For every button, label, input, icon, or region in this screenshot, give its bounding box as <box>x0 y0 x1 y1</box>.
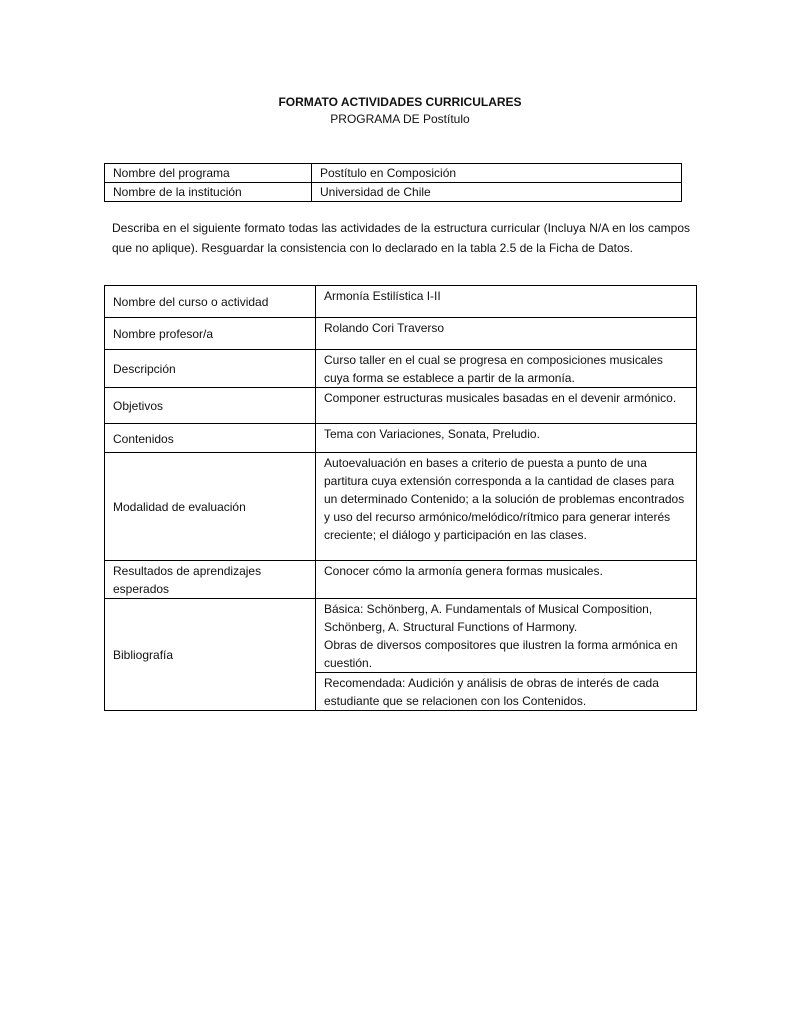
program-info-table <box>104 163 682 202</box>
professor-label: Nombre profesor/a <box>105 318 316 350</box>
contents-value: Tema con Variaciones, Sonata, Preludio. <box>316 424 697 453</box>
table-row <box>105 350 697 388</box>
bibliography-label: Bibliografía <box>105 599 316 711</box>
program-name-label: Nombre del programa <box>105 164 312 183</box>
bibliography-basic <box>316 599 697 673</box>
course-name-value: Armonía Estilística I-II <box>316 286 697 318</box>
contents-label: Contenidos <box>105 424 316 453</box>
bibliography-recommended: Recomendada: Audición y análisis de obras de interés de cada estudiante que se relacionen con los Contenidos. <box>316 673 697 711</box>
table-row <box>105 599 697 673</box>
course-name-label: Nombre del curso o actividad <box>105 286 316 318</box>
table-row <box>105 318 697 350</box>
table-row <box>105 183 682 202</box>
table-row <box>105 286 697 318</box>
description-label: Descripción <box>105 350 316 388</box>
document-subtitle: PROGRAMA DE Postítulo <box>330 112 470 126</box>
table-row <box>105 388 697 424</box>
instructions-paragraph: Describa en el siguiente formato todas las actividades de la estructura curricular (Incluya N/A en los campos que no aplique). Resguardar la consistencia con lo declarado en la tabla 2.5 de la Ficha de Datos. <box>112 221 690 255</box>
professor-value: Rolando Cori Traverso <box>316 318 697 350</box>
institution-value: Universidad de Chile <box>312 183 682 202</box>
evaluation-value: Autoevaluación en bases a criterio de puesta a punto de una partitura cuya extensión corresponda a la cantidad de clases para un determinado Contenido; a la solución de problemas encontrados y uso del recurso armónico/melódico/rítmico para generar interés creciente; el diálogo y participación en las clases. <box>316 453 697 561</box>
table-row <box>105 164 682 183</box>
table-row <box>105 424 697 453</box>
table-row <box>105 561 697 599</box>
bibliography-basic-line: Schönberg, A. Structural Functions of Harmony. <box>324 620 578 634</box>
evaluation-label: Modalidad de evaluación <box>105 453 316 561</box>
objectives-value: Componer estructuras musicales basadas en el devenir armónico. <box>316 388 697 424</box>
bibliography-basic-line: Obras de diversos compositores que ilustren la forma armónica en cuestión. <box>324 638 678 670</box>
activity-detail-table <box>104 285 697 711</box>
description-value: Curso taller en el cual se progresa en composiciones musicales cuya forma se establece a partir de la armonía. <box>316 350 697 388</box>
objectives-label: Objetivos <box>105 388 316 424</box>
table-row <box>105 453 697 561</box>
outcomes-label: Resultados de aprendizajes esperados <box>105 561 316 599</box>
program-name-value: Postítulo en Composición <box>312 164 682 183</box>
bibliography-basic-line: Básica: Schönberg, A. Fundamentals of Musical Composition, <box>324 602 653 616</box>
document-title: FORMATO ACTIVIDADES CURRICULARES <box>278 95 522 109</box>
institution-label: Nombre de la institución <box>105 183 312 202</box>
outcomes-value: Conocer cómo la armonía genera formas musicales. <box>316 561 697 599</box>
